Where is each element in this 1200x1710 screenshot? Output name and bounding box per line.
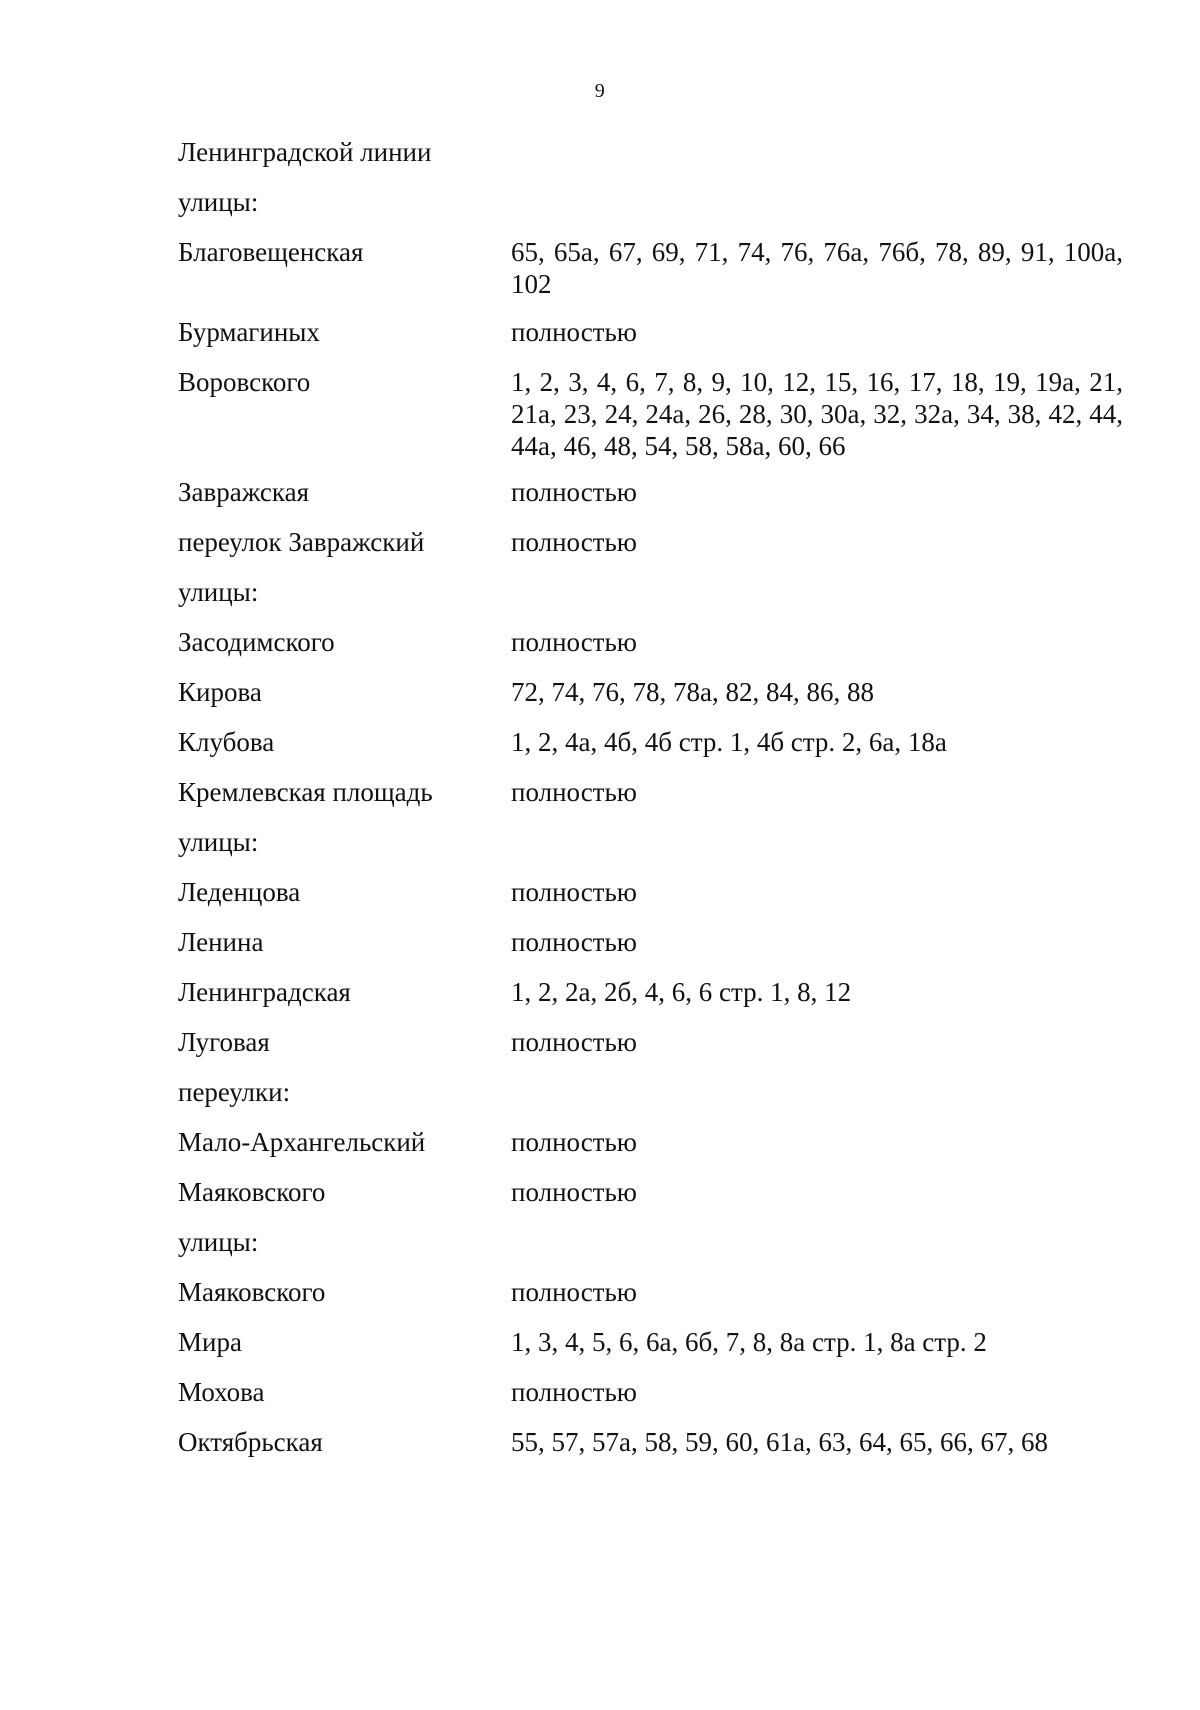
house-numbers: 1, 2, 4а, 4б, 4б стр. 1, 4б стр. 2, 6а, 18а [511,727,947,757]
street-name: улицы: [178,1227,259,1257]
house-numbers: полностью [511,1027,637,1057]
street-name: переулок Завражский [178,527,425,557]
street-name: Клубова [178,727,275,757]
house-numbers: полностью [511,1277,637,1307]
house-numbers: полностью [511,627,637,657]
street-name: Кирова [178,677,262,707]
street-name: Леденцова [178,877,301,907]
street-name: Кремлевская площадь [178,777,433,807]
street-name: улицы: [178,577,259,607]
page-number: 9 [594,80,606,102]
street-name: переулки: [178,1077,291,1107]
street-name: улицы: [178,827,259,857]
house-numbers: полностью [511,1177,637,1207]
street-name: Мира [178,1327,242,1357]
house-numbers: полностью [511,877,637,907]
house-numbers: полностью [511,527,637,557]
street-name: Благовещенская [178,237,364,267]
house-numbers: 65, 65а, 67, 69, 71, 74, 76, 76а, 76б, 78, 89, 91, 100а, 102 [511,237,1123,299]
street-name: Ленина [178,927,264,957]
street-name: улицы: [178,187,259,217]
street-name: Луговая [178,1027,270,1057]
section-heading: Ленинградской линии [178,137,432,167]
street-name: Маяковского [178,1277,326,1307]
street-name: Бурмагиных [178,317,320,347]
house-numbers: 1, 3, 4, 5, 6, 6а, 6б, 7, 8, 8а стр. 1, 8а стр. 2 [511,1327,987,1357]
house-numbers: полностью [511,317,637,347]
street-name: Ленинградская [178,977,351,1007]
house-numbers: полностью [511,1127,637,1157]
street-name: Октябрьская [178,1427,323,1457]
house-numbers: 55, 57, 57а, 58, 59, 60, 61а, 63, 64, 65, 66, 67, 68 [511,1427,1048,1457]
house-numbers: 72, 74, 76, 78, 78а, 82, 84, 86, 88 [511,677,874,707]
street-name: Маяковского [178,1177,326,1207]
street-name: Мало-Архангельский [178,1127,426,1157]
street-name: Воровского [178,367,311,397]
house-numbers: 1, 2, 2а, 2б, 4, 6, 6 стр. 1, 8, 12 [511,977,852,1007]
house-numbers: полностью [511,927,637,957]
street-name: Мохова [178,1377,265,1407]
street-name: Засодимского [178,627,335,657]
street-name: Завражская [178,477,310,507]
house-numbers: полностью [511,477,637,507]
house-numbers: полностью [511,1377,637,1407]
house-numbers: 1, 2, 3, 4, 6, 7, 8, 9, 10, 12, 15, 16, 17, 18, 19, 19а, 21, 21а, 23, 24, 24а, 26, 28, 30, 30а, 32, 32а, 34, 38, 42, 44, 44а, 46, 48, 54, 58, 58а, 60, 66 [511,367,1123,461]
house-numbers: полностью [511,777,637,807]
